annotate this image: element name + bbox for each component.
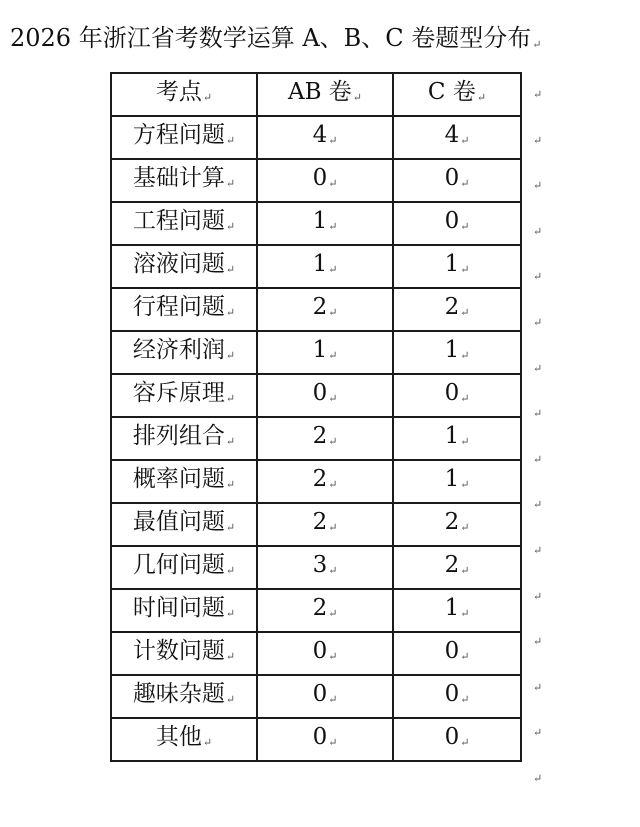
row-end-mark-icon: ↵ — [533, 680, 543, 694]
paragraph-mark-icon: ↵ — [225, 348, 236, 362]
paragraph-mark-icon: ↵ — [328, 563, 338, 577]
paragraph-mark-icon: ↵ — [328, 391, 338, 405]
cell-value: 1 — [312, 336, 328, 363]
cell-value: 2 — [444, 508, 460, 535]
cell-c — [393, 159, 521, 202]
cell-value: 0 — [444, 637, 460, 664]
table-header-row — [111, 73, 521, 116]
paragraph-mark-icon: ↵ — [225, 391, 236, 405]
cell-topic — [111, 675, 257, 718]
paragraph-mark-icon: ↵ — [460, 692, 470, 706]
row-end-mark-icon: ↵ — [533, 88, 543, 101]
cell-value: 0 — [312, 637, 328, 664]
header-cell-topic — [111, 73, 257, 116]
row-end-mark-icon: ↵ — [533, 179, 543, 193]
cell-value: 2 — [312, 508, 328, 535]
cell-value: 2 — [312, 422, 328, 449]
paragraph-mark-icon: ↵ — [460, 735, 470, 749]
header-label: 考点 — [155, 78, 202, 105]
cell-c — [393, 417, 521, 460]
paragraph-mark-icon: ↵ — [460, 219, 470, 233]
cell-topic — [111, 245, 257, 288]
paragraph-mark-icon: ↵ — [225, 606, 236, 620]
cell-value: 溶液问题 — [132, 250, 225, 277]
table-row — [111, 546, 521, 589]
paragraph-mark-icon: ↵ — [328, 477, 338, 491]
cell-value: 其他 — [155, 723, 202, 750]
cell-topic — [111, 589, 257, 632]
cell-ab — [257, 159, 393, 202]
cell-ab — [257, 460, 393, 503]
cell-value: 1 — [444, 336, 460, 363]
paragraph-mark-icon: ↵ — [328, 735, 338, 749]
row-end-mark-icon: ↵ — [533, 635, 543, 649]
cell-value: 时间问题 — [132, 594, 225, 621]
cell-value: 1 — [444, 422, 460, 449]
table-row — [111, 374, 521, 417]
cell-topic — [111, 503, 257, 546]
row-end-mark-icon: ↵ — [533, 543, 543, 557]
cell-value: 排列组合 — [132, 422, 225, 449]
row-end-mark-icon: ↵ — [533, 315, 543, 329]
cell-c — [393, 331, 521, 374]
cell-ab — [257, 546, 393, 589]
paragraph-mark-icon: ↵ — [225, 133, 236, 147]
cell-value: 概率问题 — [132, 465, 225, 492]
paragraph-mark-icon: ↵ — [225, 262, 236, 276]
cell-c — [393, 718, 521, 761]
table-row — [111, 589, 521, 632]
cell-c — [393, 675, 521, 718]
cell-value: 2 — [444, 551, 460, 578]
cell-topic — [111, 417, 257, 460]
cell-topic — [111, 632, 257, 675]
row-end-mark-icon: ↵ — [533, 589, 543, 603]
cell-c — [393, 116, 521, 159]
paragraph-mark-icon: ↵ — [328, 606, 338, 620]
table-row — [111, 331, 521, 374]
table-row — [111, 116, 521, 159]
cell-ab — [257, 417, 393, 460]
document-title — [10, 22, 640, 61]
paragraph-mark-icon: ↵ — [328, 305, 338, 319]
paragraph-mark-icon: ↵ — [460, 133, 470, 147]
paragraph-mark-icon: ↵ — [328, 434, 338, 448]
paragraph-mark-icon: ↵ — [225, 176, 236, 190]
row-end-mark-icon: ↵ — [533, 498, 543, 512]
cell-ab — [257, 675, 393, 718]
cell-ab — [257, 589, 393, 632]
cell-value: 计数问题 — [132, 637, 225, 664]
table-row — [111, 159, 521, 202]
paragraph-mark-icon: ↵ — [352, 90, 363, 104]
cell-topic — [111, 546, 257, 589]
cell-c — [393, 245, 521, 288]
paragraph-mark-icon: ↵ — [328, 348, 338, 362]
table-row — [111, 503, 521, 546]
paragraph-mark-icon: ↵ — [460, 477, 470, 491]
cell-ab — [257, 374, 393, 417]
paragraph-mark-icon: ↵ — [225, 305, 236, 319]
paragraph-mark-icon: ↵ — [225, 649, 236, 663]
row-end-mark-icon: ↵ — [533, 407, 543, 421]
cell-value: 几何问题 — [132, 551, 225, 578]
paragraph-mark-icon: ↵ — [460, 176, 470, 190]
paragraph-mark-icon: ↵ — [328, 692, 338, 706]
cell-value: 0 — [312, 164, 328, 191]
paragraph-mark-icon: ↵ — [225, 692, 236, 706]
header-label: AB 卷 — [287, 78, 352, 105]
paragraph-mark-icon: ↵ — [460, 434, 470, 448]
row-end-marks — [533, 72, 545, 802]
cell-value: 3 — [312, 551, 328, 578]
cell-value: 2 — [312, 465, 328, 492]
cell-ab — [257, 718, 393, 761]
cell-value: 0 — [444, 164, 460, 191]
cell-value: 工程问题 — [132, 207, 225, 234]
cell-value: 0 — [444, 723, 460, 750]
paragraph-mark-icon: ↵ — [460, 305, 470, 319]
paragraph-mark-icon: ↵ — [328, 520, 338, 534]
table-row — [111, 245, 521, 288]
paragraph-mark-icon: ↵ — [225, 434, 236, 448]
paragraph-mark-icon: ↵ — [328, 133, 338, 147]
cell-value: 0 — [444, 680, 460, 707]
paragraph-mark-icon: ↵ — [460, 262, 470, 276]
cell-value: 4 — [444, 121, 460, 148]
cell-ab — [257, 503, 393, 546]
table-row — [111, 675, 521, 718]
table-row — [111, 417, 521, 460]
cell-value: 1 — [444, 250, 460, 277]
cell-value: 基础计算 — [132, 164, 225, 191]
cell-ab — [257, 288, 393, 331]
distribution-table — [110, 72, 522, 762]
paragraph-mark-icon: ↵ — [225, 520, 236, 534]
cell-value: 0 — [312, 723, 328, 750]
table-row — [111, 718, 521, 761]
paragraph-mark-icon: ↵ — [225, 219, 236, 233]
table-body — [111, 73, 521, 761]
paragraph-mark-icon: ↵ — [460, 606, 470, 620]
paragraph-mark-icon: ↵ — [202, 735, 213, 749]
paragraph-mark-icon: ↵ — [476, 90, 487, 104]
paragraph-mark-icon: ↵ — [202, 90, 213, 104]
cell-topic — [111, 116, 257, 159]
cell-ab — [257, 202, 393, 245]
header-cell-ab — [257, 73, 393, 116]
cell-c — [393, 460, 521, 503]
paragraph-mark-icon: ↵ — [328, 176, 338, 190]
row-end-mark-icon: ↵ — [533, 361, 543, 375]
cell-ab — [257, 245, 393, 288]
paragraph-mark-icon: ↵ — [532, 38, 542, 51]
cell-topic — [111, 460, 257, 503]
paragraph-mark-icon: ↵ — [225, 477, 236, 491]
paragraph-mark-icon: ↵ — [460, 563, 470, 577]
cell-value: 2 — [444, 293, 460, 320]
cell-value: 0 — [312, 680, 328, 707]
cell-topic — [111, 374, 257, 417]
cell-c — [393, 632, 521, 675]
row-end-mark-icon: ↵ — [533, 224, 543, 238]
cell-value: 2 — [312, 594, 328, 621]
cell-topic — [111, 718, 257, 761]
table-row — [111, 460, 521, 503]
header-label: C 卷 — [427, 78, 476, 105]
table-row — [111, 632, 521, 675]
cell-value: 方程问题 — [132, 121, 225, 148]
table-row — [111, 288, 521, 331]
cell-topic — [111, 202, 257, 245]
cell-value: 2 — [312, 293, 328, 320]
cell-value: 经济利润 — [132, 336, 225, 363]
cell-c — [393, 589, 521, 632]
cell-value: 0 — [444, 207, 460, 234]
paragraph-mark-icon: ↵ — [225, 563, 236, 577]
title-text: 2026 年浙江省考数学运算 A、B、C 卷题型分布 — [10, 24, 532, 52]
cell-value: 1 — [312, 250, 328, 277]
row-end-mark-icon: ↵ — [533, 133, 543, 147]
cell-c — [393, 546, 521, 589]
paragraph-mark-icon: ↵ — [328, 262, 338, 276]
header-cell-c — [393, 73, 521, 116]
cell-value: 1 — [444, 594, 460, 621]
paragraph-mark-icon: ↵ — [328, 649, 338, 663]
row-end-mark-icon: ↵ — [533, 726, 543, 740]
cell-value: 容斥原理 — [132, 379, 225, 406]
paragraph-mark-icon: ↵ — [460, 348, 470, 362]
cell-c — [393, 288, 521, 331]
cell-value: 0 — [312, 379, 328, 406]
cell-topic — [111, 331, 257, 374]
cell-value: 最值问题 — [132, 508, 225, 535]
cell-value: 4 — [312, 121, 328, 148]
row-end-mark-icon: ↵ — [533, 270, 543, 284]
cell-ab — [257, 331, 393, 374]
row-end-mark-icon: ↵ — [533, 771, 543, 785]
paragraph-mark-icon: ↵ — [460, 649, 470, 663]
cell-value: 1 — [312, 207, 328, 234]
cell-value: 0 — [444, 379, 460, 406]
cell-ab — [257, 116, 393, 159]
cell-value: 趣味杂题 — [132, 680, 225, 707]
cell-topic — [111, 159, 257, 202]
paragraph-mark-icon: ↵ — [460, 391, 470, 405]
cell-ab — [257, 632, 393, 675]
cell-c — [393, 503, 521, 546]
cell-topic — [111, 288, 257, 331]
paragraph-mark-icon: ↵ — [460, 520, 470, 534]
table-row — [111, 202, 521, 245]
row-end-mark-icon: ↵ — [533, 452, 543, 466]
cell-c — [393, 374, 521, 417]
paragraph-mark-icon: ↵ — [328, 219, 338, 233]
cell-c — [393, 202, 521, 245]
cell-value: 行程问题 — [132, 293, 225, 320]
cell-value: 1 — [444, 465, 460, 492]
